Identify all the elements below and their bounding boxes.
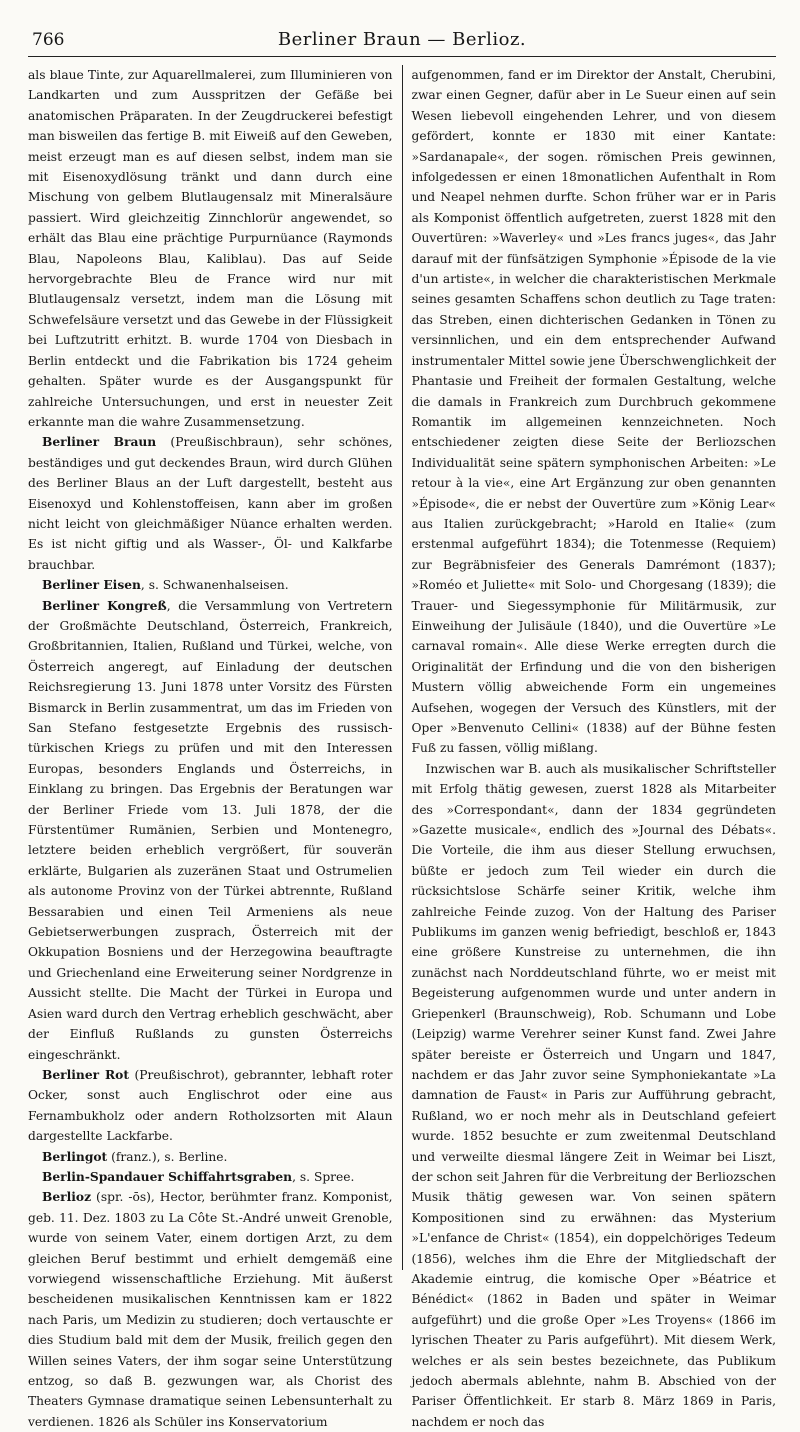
entry-berlingot: Berlingot (franz.), s. Berline.	[42, 1148, 228, 1164]
entry-berliner-rot: Berliner Rot (Preußischrot), gebrannter, lebhaft roter Ocker, sonst auch Englischrot oder eine aus Fernambukholz oder andern Rotholzsorten mit Alaun dargestellte Lackfarbe.	[28, 1066, 393, 1144]
column-divider	[402, 65, 403, 1270]
entry-berliner-eisen: Berliner Eisen, s. Schwanenhalseisen.	[42, 577, 289, 593]
left-column	[28, 65, 393, 1429]
headword: Berliner Eisen	[42, 577, 141, 593]
entry-berlioz-continued: aufgenommen, fand er im Direktor der Anstalt, Cherubini, zwar einen Gegner, dafür aber in Le Sueur einen auf sein Wesen liebevoll eingehenden Lehrer, und von diesem gefördert, konnte er 1830 mit einer Kantate: »Sardanapale«, der sogen. römischen Preis gewinnen, infolgedessen er einen 18monatlichen Aufenthalt in Rom und Neapel nehmen durfte. Schon früher war er in Paris als Komponist öffentlich aufgetreten, zuerst 1828 mit den Ouvertüren: »Waverley« und »Les francs juges«, das Jahr darauf mit der fünfsätzigen Symphonie »Épisode de la vie d'un artiste«, in welcher die charakteristischen Merkmale seines gesamten Schaffens schon deutlich zu Tage traten: das Streben, einen dichterischen Gedanken in Tönen zu versinnlichen, und ein dem entsprechender Aufwand instrumentaler Mittel sowie jene Überschwenglichkeit der Phantasie und Freiheit der formalen Gestaltung, welche die damals in Frankreich zum Durchbruch gekommene Romantik im allgemeinen kennzeichneten. Noch entschiedener zeigten diese Seite der Berliozschen Individualität seine spätern symphonischen Arbeiten: »Le retour à la vie«, eine Art Ergänzung zur oben genannten »Épisode«, die er nebst der Ouvertüre zum »König Lear« aus Italien zurückgebracht; »Harold en Italie« (zum erstenmal aufgeführt 1834); die Totenmesse (Requiem) zur Begräbnisfeier des Generals Damrémont (1837); »Roméo et Juliette« mit Solo- und Chorgesang (1839); die Trauer- und Siegessymphonie für Militärmusik, zur Einweihung der Julisäule (1840), und die Ouvertüre »Le carnaval romain«. Alle diese Werke erregten durch die Originalität der Erfindung und die von den bisherigen Mustern völlig abweichende Form ein ungemeines Aufsehen, wogegen der Versuch des Künstlers, mit der Oper »Benvenuto Cellini« (1838) auf der Bühne festen Fuß zu fassen, völlig mißlang.	[411, 68, 776, 756]
headword: Berliner Rot	[42, 1066, 129, 1082]
text-columns	[28, 65, 776, 1429]
right-column	[411, 65, 776, 1429]
page-number: 766	[32, 30, 65, 50]
entry-berliner-braun: Berliner Braun (Preußischbraun), sehr schönes, beständiges und gut deckendes Braun, wird durch Glühen des Berliner Blaus an der Luft dargestellt, besteht aus Eisenoxyd und Kohlenstoffeisen, kann aber im großen nicht leicht von gleichmäßiger Nüance erhalten werden. Es ist nicht giftig und als Wasser-, Öl- und Kalkfarbe brauchbar.	[28, 434, 393, 572]
headword: Berlioz	[42, 1189, 92, 1205]
headword: Berliner Braun	[42, 434, 157, 450]
entry-berliner-kongress: Berliner Kongreß, die Versammlung von Vertretern der Großmächte Deutschland, Österreich, Frankreich, Großbritannien, Italien, Rußland und Türkei, welche, von Österreich angeregt, auf Einladung der deutschen Reichsregierung 13. Juni 1878 unter Vorsitz des Fürsten Bismarck in Berlin zusammentrat, um das im Frieden von San Stefano festgesetzte Ergebnis des russisch-türkischen Kriegs zu prüfen und mit den Interessen Europas, besonders Englands und Österreichs, in Einklang zu bringen. Das Ergebnis der Beratungen war der Berliner Friede vom 13. Juli 1878, der die Fürstentümer Rumänien, Serbien und Montenegro, letztere beiden erheblich vergrößert, für souverän erklärte, Bulgarien als zuzeränen Staat und Ostrumelien als autonome Provinz von der Türkei abtrennte, Rußland Bessarabien und einen Teil Armeniens als neue Gebietserwerbungen zusprach, Österreich mit der Okkupation Bosniens und der Herzegowina beauftragte und Griechenland eine Erweiterung seiner Nordgrenze in Aussicht stellte. Die Macht der Türkei in Europa und Asien ward durch den Vertrag erheblich geschwächt, aber der Einfluß Rußlands zu gunsten Österreichs eingeschränkt.	[28, 597, 393, 1062]
entry-berliner-blau-continued: als blaue Tinte, zur Aquarellmalerei, zum Illuminieren von Landkarten und zum Ausspritzen der Gefäße bei anatomischen Präparaten. In der Zeugdruckerei befestigt man bisweilen das fertige B. mit Eiweiß auf den Geweben, meist erzeugt man es auf diesen selbst, indem man sie mit Eisenoxydlösung tränkt und dann durch eine Mischung von gelbem Blutlaugensalz mit Mineralsäure passiert. Wird gleichzeitig Zinnchlorür angewendet, so erhält das Blau eine prächtige Purpurnüance (Raymonds Blau, Napoleons Blau, Kaliblau). Das auf Seide hervorgebrachte Bleu de France wird nur mit Blutlaugensalz versetzt, indem man die Lösung mit Schwefelsäure versetzt und das Gewebe in der Flüssigkeit bei Luftzutritt erhitzt. B. wurde 1704 von Diesbach in Berlin entdeckt und die Fabrikation bis 1724 geheim gehalten. Später wurde es der Ausgangspunkt für zahlreiche Untersuchungen, und erst in neuester Zeit erkannte man die wahre Zusammensetzung.	[28, 68, 393, 429]
running-title: Berliner Braun — Berlioz.	[277, 29, 527, 50]
headword: Berlin-Spandauer Schiffahrtsgraben	[42, 1168, 293, 1184]
entry-berlioz: Berlioz (spr. -ōs), Hector, berühmter franz. Komponist, geb. 11. Dez. 1803 zu La Côte St.-André unweit Grenoble, wurde von seinem Vater, einem dortigen Arzt, zu dem gleichen Beruf bestimmt und erhielt demgemäß eine vorwiegend wissenschaftliche Erziehung. Mit äußerst bescheidenen musikalischen Kenntnissen kam er 1822 nach Paris, um Medizin zu studieren; doch vertauschte er dies Studium bald mit dem der Musik, freilich gegen den Willen seines Vaters, der ihm sogar seine Unterstützung entzog, so daß B. gezwungen war, als Chorist des Theaters Gymnase dramatique seinen Lebensunterhalt zu verdienen. 1826 als Schüler ins Konservatorium	[28, 1189, 393, 1429]
headword: Berliner Kongreß	[42, 597, 167, 613]
entry-berlioz-paragraph-2: Inzwischen war B. auch als musikalischer Schriftsteller mit Erfolg thätig gewesen, zuerst 1828 als Mitarbeiter des »Correspondant«, dann der 1834 gegründeten »Gazette musicale«, endlich des »Journal des Débats«. Die Vorteile, die ihm aus dieser Stellung erwuchsen, büßte er jedoch zum Teil wieder ein durch die rücksichtslose Schärfe seiner Kritik, welche ihm zahlreiche Feinde zuzog. Von der Haltung des Pariser Publikums im ganzen wenig befriedigt, beschloß er, 1843 eine größere Kunstreise zu unternehmen, die ihn zunächst nach Norddeutschland führte, wo er meist mit Begeisterung aufgenommen wurde und unter andern in Griepenkerl (Braunschweig), Rob. Schumann und Lobe (Leipzig) warme Verehrer seiner Kunst fand. Zwei Jahre später bereiste er Österreich und Ungarn und 1847, nachdem er das Jahr zuvor seine Symphoniekantate »La damnation de Faust« in Paris zur Aufführung gebracht, Rußland, wo er noch mehr als in Deutschland gefeiert wurde. 1852 besuchte er zum zweitenmal Deutschland und verweilte diesmal längere Zeit in Weimar bei Liszt, der schon seit Jahren für die Verbreitung der Berliozschen Musik thätig gewesen war. Von seinen spätern Kompositionen sind zu erwähnen: das Mysterium »L'enfance de Christ« (1854), ein doppelchöriges Tedeum (1856), welches ihm die Ehre der Mitgliedschaft der Akademie eintrug, die komische Oper »Béatrice et Bénédict« (1862 in Baden und später in Weimar aufgeführt) und die große Oper »Les Troyens« (1866 im lyrischen Theater zu Paris aufgeführt). Mit diesem Werk, welches er als sein bestes bezeichnete, das Publikum jedoch abermals ablehnte, nahm B. Abschied von der Pariser Öffentlichkeit. Er starb 8. März 1869 in Paris, nachdem er noch das	[411, 761, 776, 1429]
headword: Berlingot	[42, 1148, 108, 1164]
entry-berlin-spandauer: Berlin-Spandauer Schiffahrtsgraben, s. Spree.	[42, 1168, 355, 1184]
page-header	[28, 26, 776, 57]
